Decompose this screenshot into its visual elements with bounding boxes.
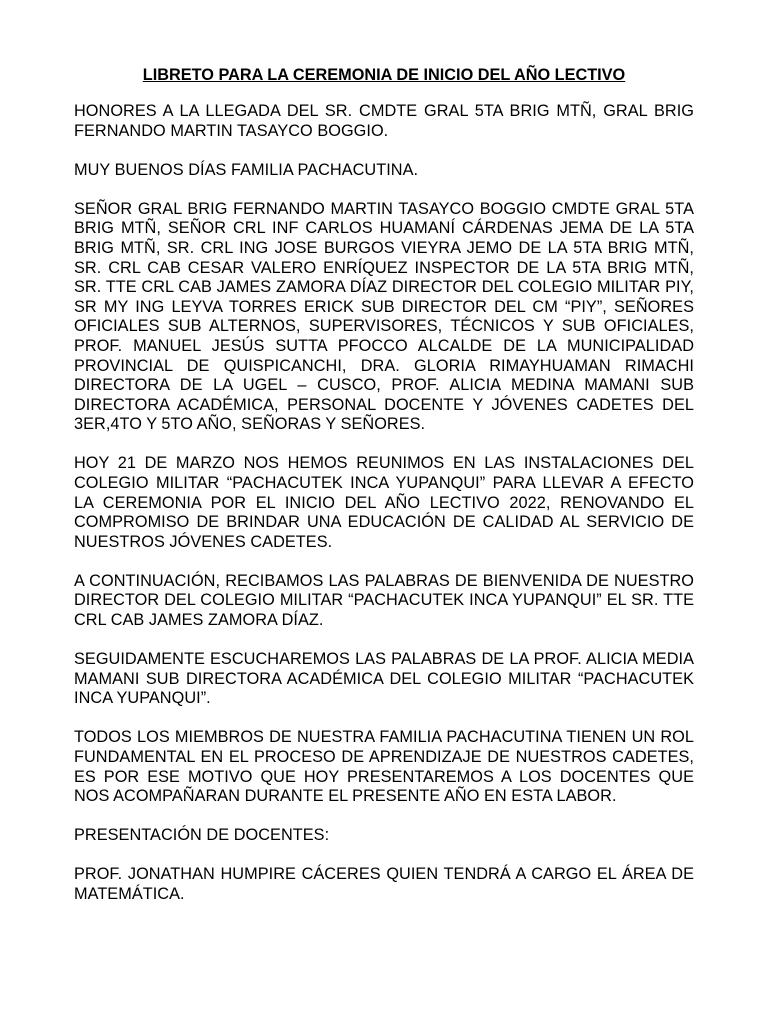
paragraph-presentacion-docentes: PRESENTACIÓN DE DOCENTES: bbox=[74, 826, 330, 845]
document-page bbox=[74, 65, 694, 924]
paragraph-saludo: MUY BUENOS DÍAS FAMILIA PACHACUTINA. bbox=[74, 160, 419, 179]
paragraph-honores: HONORES A LA LLEGADA DEL SR. CMDTE GRAL 5TA BRIG MTÑ, GRAL BRIG FERNANDO MARTIN TASAYCO BOGGIO. bbox=[74, 102, 694, 140]
paragraph-introduccion: HOY 21 DE MARZO NOS HEMOS REUNIMOS EN LAS INSTALACIONES DEL COLEGIO MILITAR “PACHACUTEK INCA YUPANQUI” PARA LLEVAR A EFECTO LA CEREMONIA POR EL INICIO DEL AÑO LECTIVO 2022, RENOVANDO EL COMPROMISO DE BRINDAR UNA EDUCACIÓN DE CALIDAD AL SERVICIO DE NUESTROS JÓVENES CADETES. bbox=[74, 454, 694, 551]
document-title: LIBRETO PARA LA CEREMONIA DE INICIO DEL AÑO LECTIVO bbox=[142, 66, 626, 84]
paragraph-docente-matematica: PROF. JONATHAN HUMPIRE CÁCERES QUIEN TENDRÁ A CARGO EL ÁREA DE MATEMÁTICA. bbox=[74, 865, 694, 903]
paragraph-familia: TODOS LOS MIEMBROS DE NUESTRA FAMILIA PACHACUTINA TIENEN UN ROL FUNDAMENTAL EN EL PROCESO DE APRENDIZAJE DE NUESTROS CADETES, ES POR ESE MOTIVO QUE HOY PRESENTAREMOS A LOS DOCENTES QUE NOS ACOMPAÑARAN DURANTE EL PRESENTE AÑO EN ESTA LABOR. bbox=[74, 728, 694, 806]
paragraph-bienvenida-director: A CONTINUACIÓN, RECIBAMOS LAS PALABRAS DE BIENVENIDA DE NUESTRO DIRECTOR DEL COLEGIO MILITAR “PACHACUTEK INCA YUPANQUI” EL SR. TTE CRL CAB JAMES ZAMORA DÍAZ. bbox=[74, 571, 694, 630]
paragraph-subdirectora: SEGUIDAMENTE ESCUCHAREMOS LAS PALABRAS DE LA PROF. ALICIA MEDIA MAMANI SUB DIRECTORA ACADÉMICA DEL COLEGIO MILITAR “PACHACUTEK INCA YUPANQUI”. bbox=[74, 650, 694, 708]
paragraph-autoridades: SEÑOR GRAL BRIG FERNANDO MARTIN TASAYCO BOGGIO CMDTE GRAL 5TA BRIG MTÑ, SEÑOR CRL INF CARLOS HUAMANÍ CÁRDENAS JEMA DE LA 5TA BRIG MTÑ, SR. CRL ING JOSE BURGOS VIEYRA JEMO DE LA 5TA BRIG MTÑ, SR. CRL CAB CESAR VALERO ENRÍQUEZ INSPECTOR DE LA 5TA BRIG MTÑ, SR. TTE CRL CAB JAMES ZAMORA DÍAZ DIRECTOR DEL COLEGIO MILITAR PIY, SR MY ING LEYVA TORRES ERICK SUB DIRECTOR DEL CM “PIY”, SEÑORES OFICIALES SUB ALTERNOS, SUPERVISORES, TÉCNICOS Y SUB OFICIALES, PROF. MANUEL JESÚS SUTTA PFOCCO ALCALDE DE LA MUNICIPALIDAD PROVINCIAL DE QUISPICANCHI, DRA. GLORIA RIMAYHUAMAN RIMACHI DIRECTORA DE LA UGEL – CUSCO, PROF. ALICIA MEDINA MAMANI SUB DIRECTORA ACADÉMICA, PERSONAL DOCENTE Y JÓVENES CADETES DEL 3ER,4TO Y 5TO AÑO, SEÑORAS Y SEÑORES. bbox=[74, 199, 694, 434]
